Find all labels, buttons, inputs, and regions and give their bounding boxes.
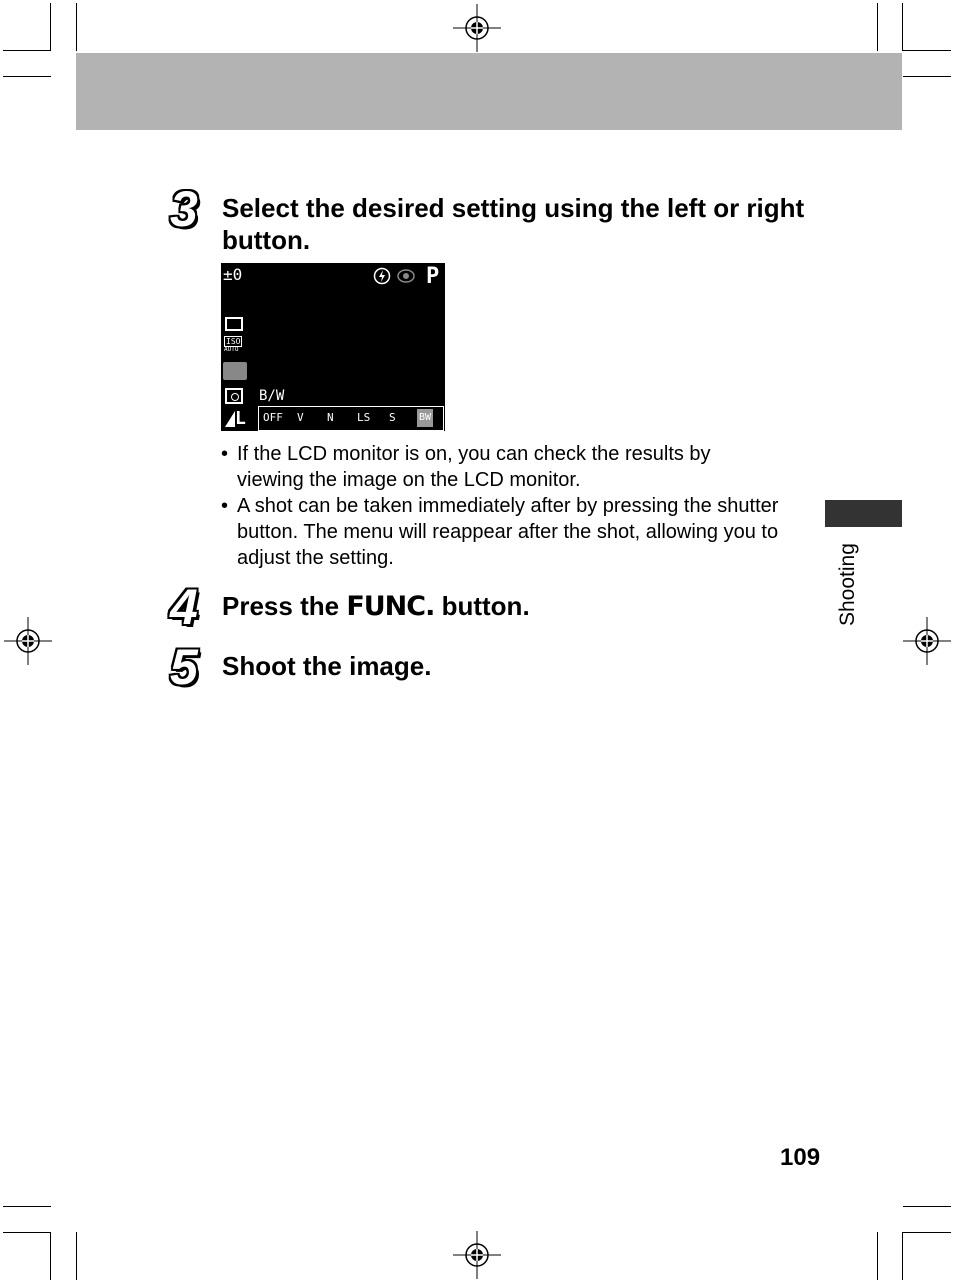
crop-mark [903,1232,951,1233]
registration-mark-icon [4,617,52,665]
registration-mark-icon [903,617,951,665]
shooting-mode: P [426,264,440,289]
crop-mark [903,76,951,77]
header-band [76,53,902,130]
note-item: • A shot can be taken immediately after by pressing the shutter button. The menu will reappear after the shot, allowing you to adjust the setting. [221,493,781,571]
effect-option-selected: BW [417,409,433,427]
crop-mark [3,1232,51,1233]
crop-mark [877,1232,878,1280]
metering-icon [225,388,243,404]
crop-mark [3,50,51,51]
exposure-value: ±0 [223,265,243,284]
chapter-tab [825,500,902,527]
crop-mark [877,3,878,51]
crop-mark [50,3,51,51]
effect-option: V [297,411,304,424]
registration-mark-icon [453,4,501,52]
chapter-label: Shooting [836,543,859,626]
registration-mark-icon [453,1231,501,1279]
crop-mark [50,1232,51,1280]
step-text: Press the FUNC. button. [222,591,530,622]
step-number: 4 [170,579,198,635]
resolution-value: L [235,408,246,429]
effect-options-bar [258,406,444,431]
effect-label: B/W [259,388,285,404]
effect-option: OFF [263,411,283,424]
step-text: Shoot the image. [222,651,432,681]
step-number: 3 [170,181,198,237]
crop-mark [902,3,903,51]
note-item: • If the LCD monitor is on, you can check the results by viewing the image on the LCD monitor. [221,441,781,493]
effect-option: LS [357,411,371,424]
lcd-screen [221,263,445,431]
effect-option: N [327,411,334,424]
page-number: 109 [780,1144,821,1171]
notes-list [221,441,781,571]
crop-mark [3,76,51,77]
crop-mark [76,1232,77,1280]
red-eye-icon [397,268,415,284]
iso-icon: ISO AUTO [224,337,241,353]
crop-mark [903,50,951,51]
drive-mode-icon [225,317,243,331]
step-text: Select the desired setting using the left or right button. [222,193,805,255]
crop-mark [902,1232,903,1280]
crop-mark [3,1206,51,1207]
photo-effect-selected-icon [223,362,247,380]
crop-mark [76,3,77,51]
step-number: 5 [170,639,198,695]
effect-option: S [389,411,396,424]
crop-mark [903,1206,951,1207]
func-button-label: FUNC. [346,591,435,622]
flash-off-icon [373,267,391,285]
